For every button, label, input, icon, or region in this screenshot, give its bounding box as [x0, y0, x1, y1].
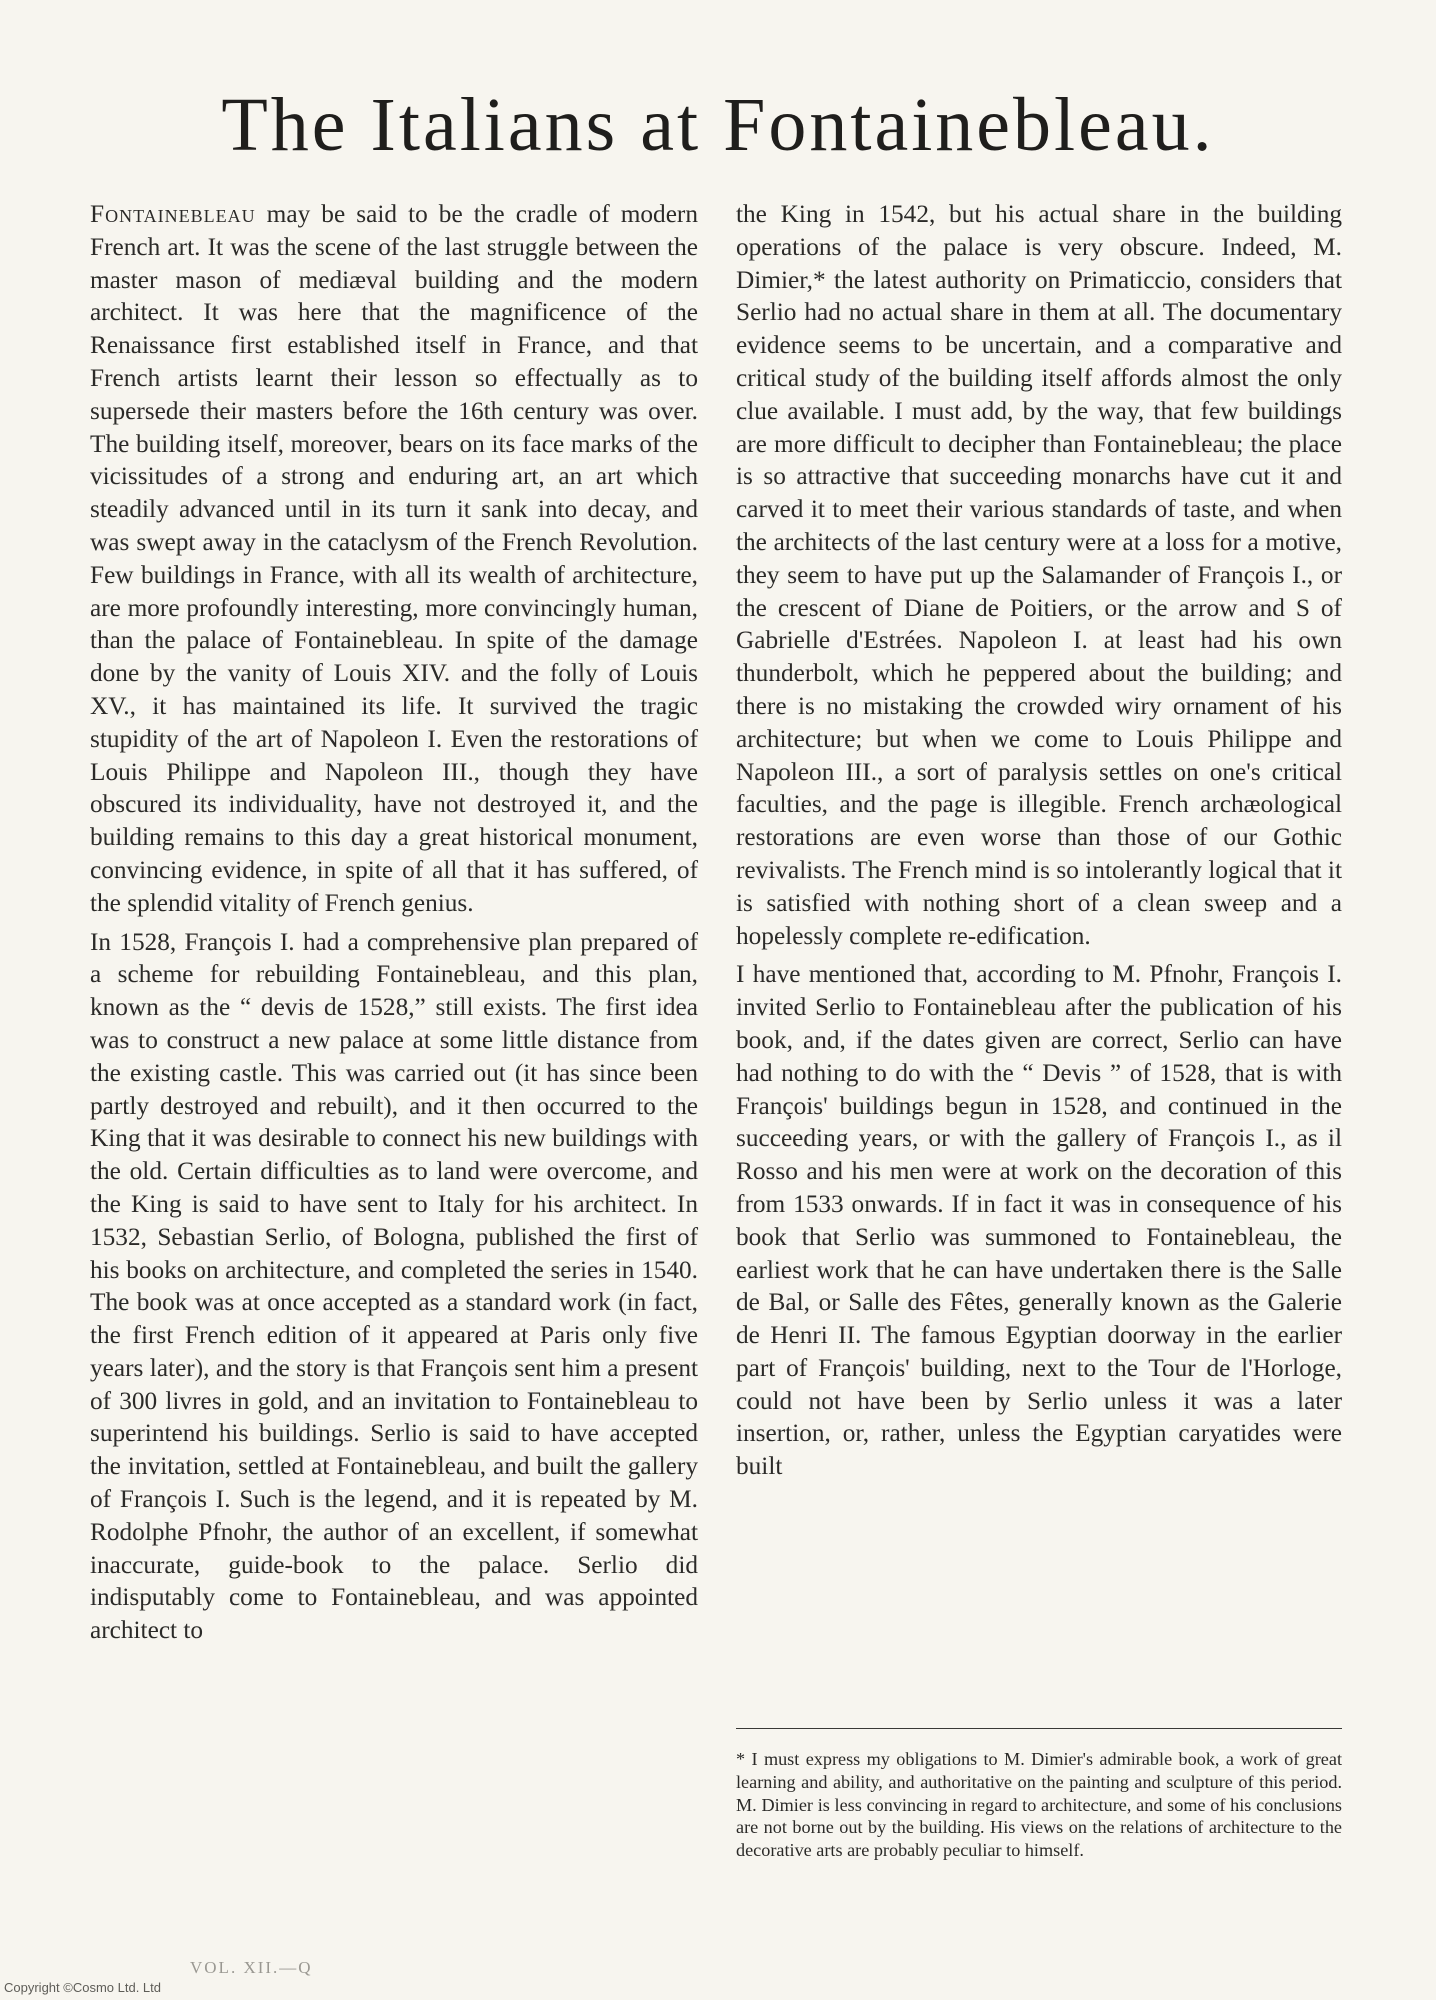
copyright-notice: Copyright ©Cosmo Ltd. Ltd	[4, 1980, 161, 1995]
left-column	[90, 198, 698, 1647]
left-paragraph-1-text: may be said to be the cradle of modern French art. It was the scene of the last struggle between the master mason of mediæval building and the modern architect. It was here that the magnificence of the Renaissance first established itself in France, and that French artists learnt their lesson so effectually as to supersede their masters before the 16th century was over. The building itself, moreover, bears on its face marks of the vicissitudes of a strong and enduring art, an art which steadily advanced until in its turn it sank into decay, and was swept away in the cataclysm of the French Revolution. Few buildings in France, with all its wealth of architecture, are more profoundly interesting, more convincingly human, than the palace of Fontainebleau. In spite of the damage done by the vanity of Louis XIV. and the folly of Louis XV., it has maintained its life. It survived the tragic stupidity of the art of Napoleon I. Even the restorations of Louis Philippe and Napoleon III., though they have obscured its individuality, have not destroyed it, and the building remains to this day a great historical monument, convincing evidence, in spite of all that it has suffered, of the splendid vitality of French genius.	[90, 200, 698, 917]
footnote-divider	[736, 1728, 1342, 1729]
right-column	[736, 198, 1342, 1483]
lead-word: Fontainebleau	[90, 200, 256, 228]
left-paragraph-1	[90, 198, 698, 920]
signature-mark: VOL. XII.—Q	[190, 1958, 313, 1977]
footnote: * I must express my obligations to M. Dimier's admirable book, a work of great learning and ability, and authoritative on the painting and sculpture of this period. M. Dimier is less convincing in regard to architecture, and some of his conclusions are not borne out by the building. His views on the relations of architecture to the decorative arts are probably peculiar to himself.	[736, 1749, 1342, 1861]
right-paragraph-1: the King in 1542, but his actual share in the building operations of the palace is very obscure. Indeed, M. Dimier,* the latest authority on Primaticcio, considers that Serlio had no actual share in them at all. The documentary evidence seems to be uncertain, and a comparative and critical study of the building itself affords almost the only clue available. I must add, by the way, that few buildings are more difficult to decipher than Fontainebleau; the place is so attractive that succeeding monarchs have cut it and carved it to meet their various standards of taste, and when the architects of the last century were at a loss for a motive, they seem to have put up the Salamander of François I., or the crescent of Diane de Poitiers, or the arrow and S of Gabrielle d'Estrées. Napoleon I. at least had his own thunderbolt, which he peppered about the building; and there is no mistaking the crowded wiry ornament of his architecture; but when we come to Louis Philippe and Napoleon III., a sort of paralysis settles on one's critical faculties, and the page is illegible. French archæological restorations are even worse than those of our Gothic revivalists. The French mind is so intolerantly logical that it is satisfied with nothing short of a clean sweep and a hopelessly complete re-edification.	[736, 200, 1342, 950]
right-paragraph-2: I have mentioned that, according to M. Pfnohr, François I. invited Serlio to Fontainebleau after the publication of his book, and, if the dates given are correct, Serlio can have had nothing to do with the “ Devis ” of 1528, that is with François' buildings begun in 1528, and continued in the succeeding years, or with the gallery of François I., as il Rosso and his men were at work on the decoration of this from 1533 onwards. If in fact it was in consequence of his book that Serlio was summoned to Fontainebleau, the earliest work that he can have undertaken there is the Salle de Bal, or Salle des Fêtes, generally known as the Galerie de Henri II. The famous Egyptian doorway in the earlier part of François' building, next to the Tour de l'Horloge, could not have been by Serlio unless it was a later insertion, or, rather, unless the Egyptian caryatides were built	[736, 960, 1342, 1481]
page-title: The Italians at Fontainebleau.	[221, 83, 1215, 167]
left-paragraph-2: In 1528, François I. had a comprehensive plan prepared of a scheme for rebuilding Fontainebleau, and this plan, known as the “ devis de 1528,” still exists. The first idea was to construct a new palace at some little distance from the existing castle. This was carried out (it has since been partly destroyed and rebuilt), and it then occurred to the King that it was desirable to connect his new buildings with the old. Certain difficulties as to land were overcome, and the King is said to have sent to Italy for his architect. In 1532, Sebastian Serlio, of Bologna, published the first of his books on architecture, and completed the series in 1540. The book was at once accepted as a standard work (in fact, the first French edition of it appeared at Paris only five years later), and the story is that François sent him a present of 300 livres in gold, and an invitation to Fontainebleau to superintend his buildings. Serlio is said to have accepted the invitation, settled at Fontainebleau, and built the gallery of François I. Such is the legend, and it is repeated by M. Rodolphe Pfnohr, the author of an excellent, if somewhat inaccurate, guide-book to the palace. Serlio did indisputably come to Fontainebleau, and was appointed architect to	[90, 927, 698, 1645]
